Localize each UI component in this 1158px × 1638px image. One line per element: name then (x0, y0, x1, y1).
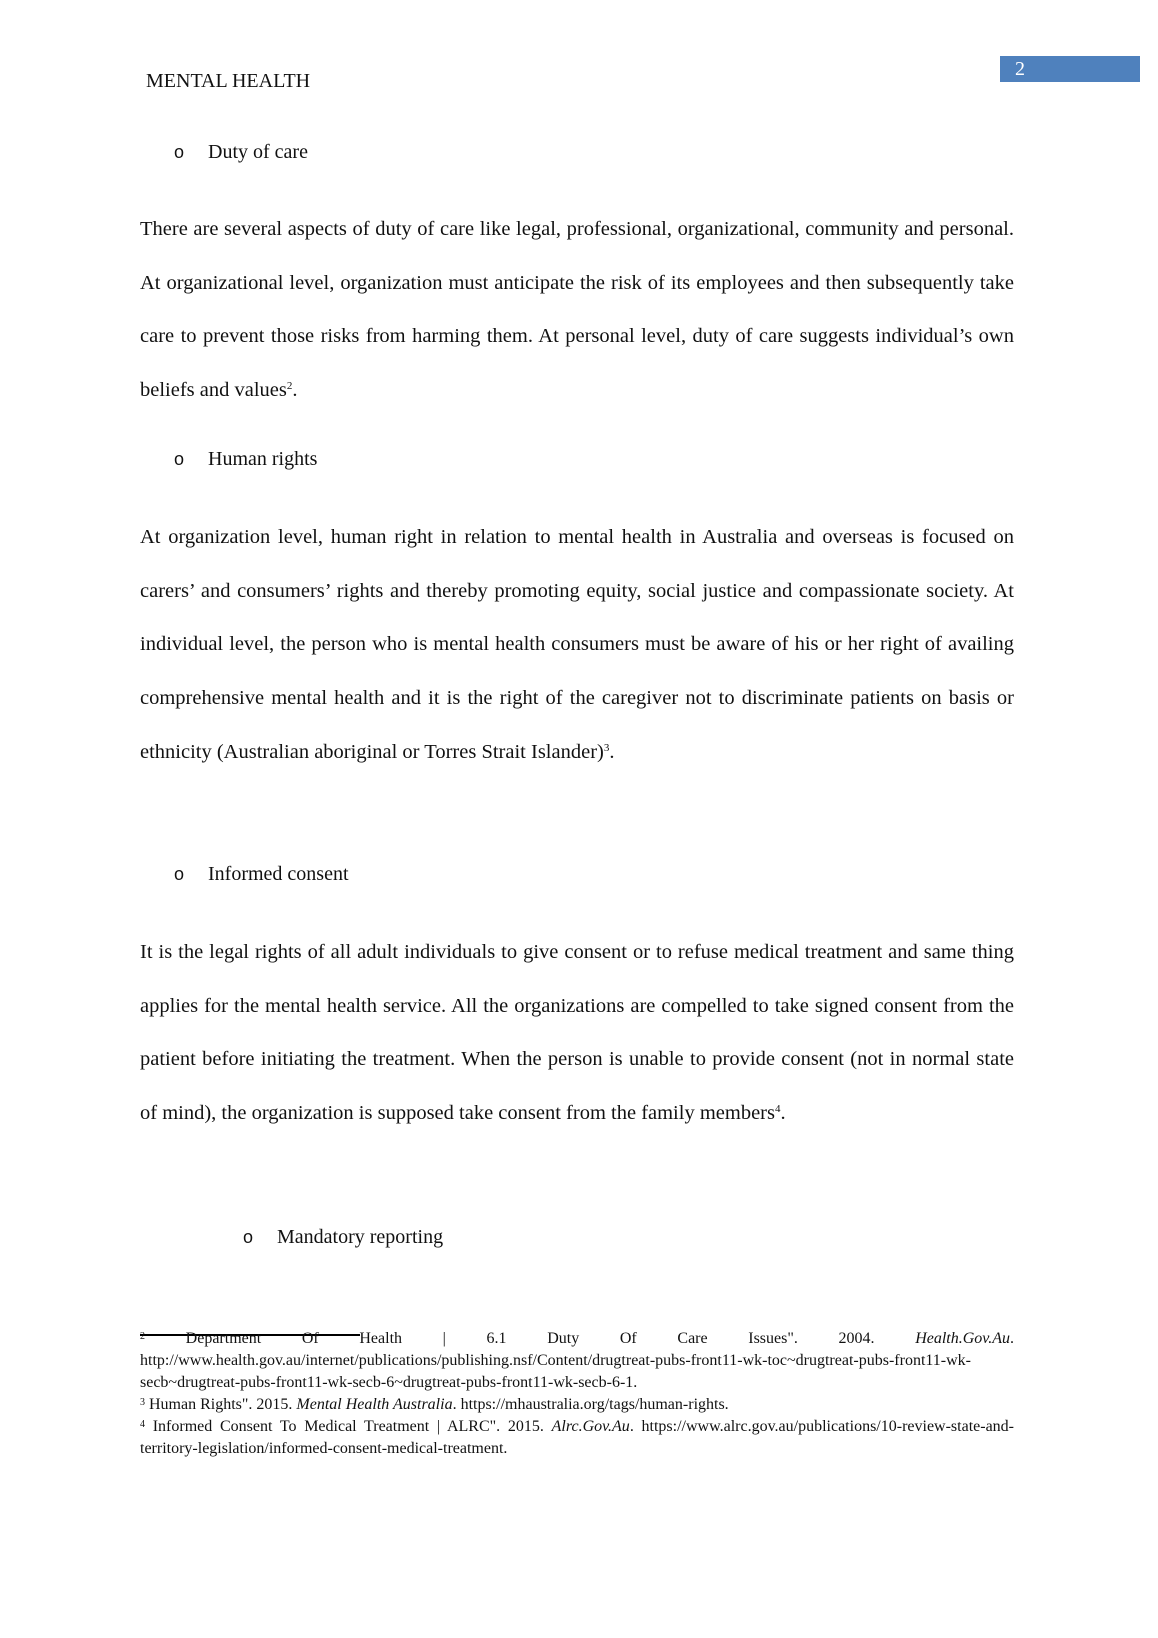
footnote-number: 2 (140, 1331, 145, 1342)
bullet-icon: o (174, 449, 185, 469)
footnote (140, 1416, 1014, 1460)
footnote-url: . https://mhaustralia.org/tags/human-rights. (452, 1396, 729, 1413)
footnote-text: Informed Consent To Medical Treatment | ALRC". 2015. (152, 1418, 552, 1435)
footnote-source: Health.Gov.Au (915, 1330, 1010, 1347)
footnote-source: Mental Health Australia (296, 1396, 453, 1413)
footnote-ref: 4 (774, 1103, 781, 1116)
footnote-url: . https://www.alrc.gov.au/publications/10-review-state-and-territory-legislation/informed-consent-medical-treatment. (140, 1418, 1015, 1457)
paragraph-text: At organization level, human right in relation to mental health in Australia and overseas is focused on carers’ and consumers’ rights and thereby promoting equity, social justice and compassionate society. At individual level, the person who is mental health consumers must be aware of his or her right of availing comprehensive mental health and it is the right of the caregiver not to discriminate patients on basis or ethnicity (Australian aboriginal or Torres Strait Islander) (140, 526, 1014, 763)
bullet-heading (174, 447, 317, 471)
footnote-text: Human Rights". 2015. (149, 1396, 297, 1413)
footnote-ref: 3 (603, 741, 610, 754)
running-header: MENTAL HEALTH (146, 70, 311, 92)
paragraph-text: There are several aspects of duty of care like legal, professional, organizational, community and personal. At organizational level, organization must anticipate the risk of its employees and then subsequently take care to prevent those risks from harming them. At personal level, duty of care suggests individual’s own beliefs and values (140, 218, 1014, 402)
bullet-heading (174, 862, 349, 886)
paragraph-text: It is the legal rights of all adult individuals to give consent or to refuse medical treatment and same thing applies for the mental health service. All the organizations are compelled to take signed consent from the patient before initiating the treatment. When the person is unable to provide consent (not in normal state of mind), the organization is supposed take consent from the family members (140, 941, 1014, 1125)
bullet-icon: o (174, 864, 185, 884)
footnote (140, 1394, 1014, 1416)
page-number: 2 (1000, 56, 1140, 82)
footnote-url: . http://www.health.gov.au/internet/publications/publishing.nsf/Content/drugtreat-pubs-front11-wk-toc~drugtreat-pubs-front11-wk-secb~drugtreat-pubs-front11-wk-secb-6~drugtreat-pubs-front11-wk-secb-6-1. (140, 1330, 1014, 1391)
footnote-text: Department Of Health | 6.1 Duty Of Care Issues". 2004. (185, 1330, 916, 1347)
footnote (140, 1328, 1014, 1394)
heading-text: Mandatory reporting (277, 1226, 444, 1248)
footnote-number: 3 (140, 1397, 145, 1408)
footnote-ref: 2 (286, 380, 293, 393)
paragraph: There are several aspects of duty of care like legal, professional, organizational, community and personal. At organizational level, organization must anticipate the risk of its employees and then subsequently take care to prevent those risks from harming them. At personal level, duty of care suggests individual’s own beliefs and values$^2$. (140, 218, 1014, 402)
bullet-icon: o (243, 1227, 254, 1247)
bullet-heading (174, 140, 308, 164)
footnote-source: Alrc.Gov.Au (551, 1418, 630, 1435)
paragraph: It is the legal rights of all adult individuals to give consent or to refuse medical treatment and same thing applies for the mental health service. All the organizations are compelled to take signed consent from the patient before initiating the treatment. When the person is unable to provide consent (not in normal state of mind), the organization is supposed take consent from the family members$^4$. (140, 941, 1014, 1125)
heading-text: Informed consent (208, 863, 349, 885)
footnote-number: 4 (140, 1419, 145, 1430)
bullet-icon: o (174, 142, 185, 162)
paragraph: At organization level, human right in relation to mental health in Australia and overseas is focused on carers’ and consumers’ rights and thereby promoting equity, social justice and compassionate society. At individual level, the person who is mental health consumers must be aware of his or her right of availing comprehensive mental health and it is the right of the caregiver not to discriminate patients on basis or ethnicity (Australian aboriginal or Torres Strait Islander)$^3$. (140, 526, 1014, 763)
heading-text: Duty of care (208, 141, 308, 163)
heading-text: Human rights (208, 448, 318, 470)
bullet-heading (243, 1225, 443, 1249)
